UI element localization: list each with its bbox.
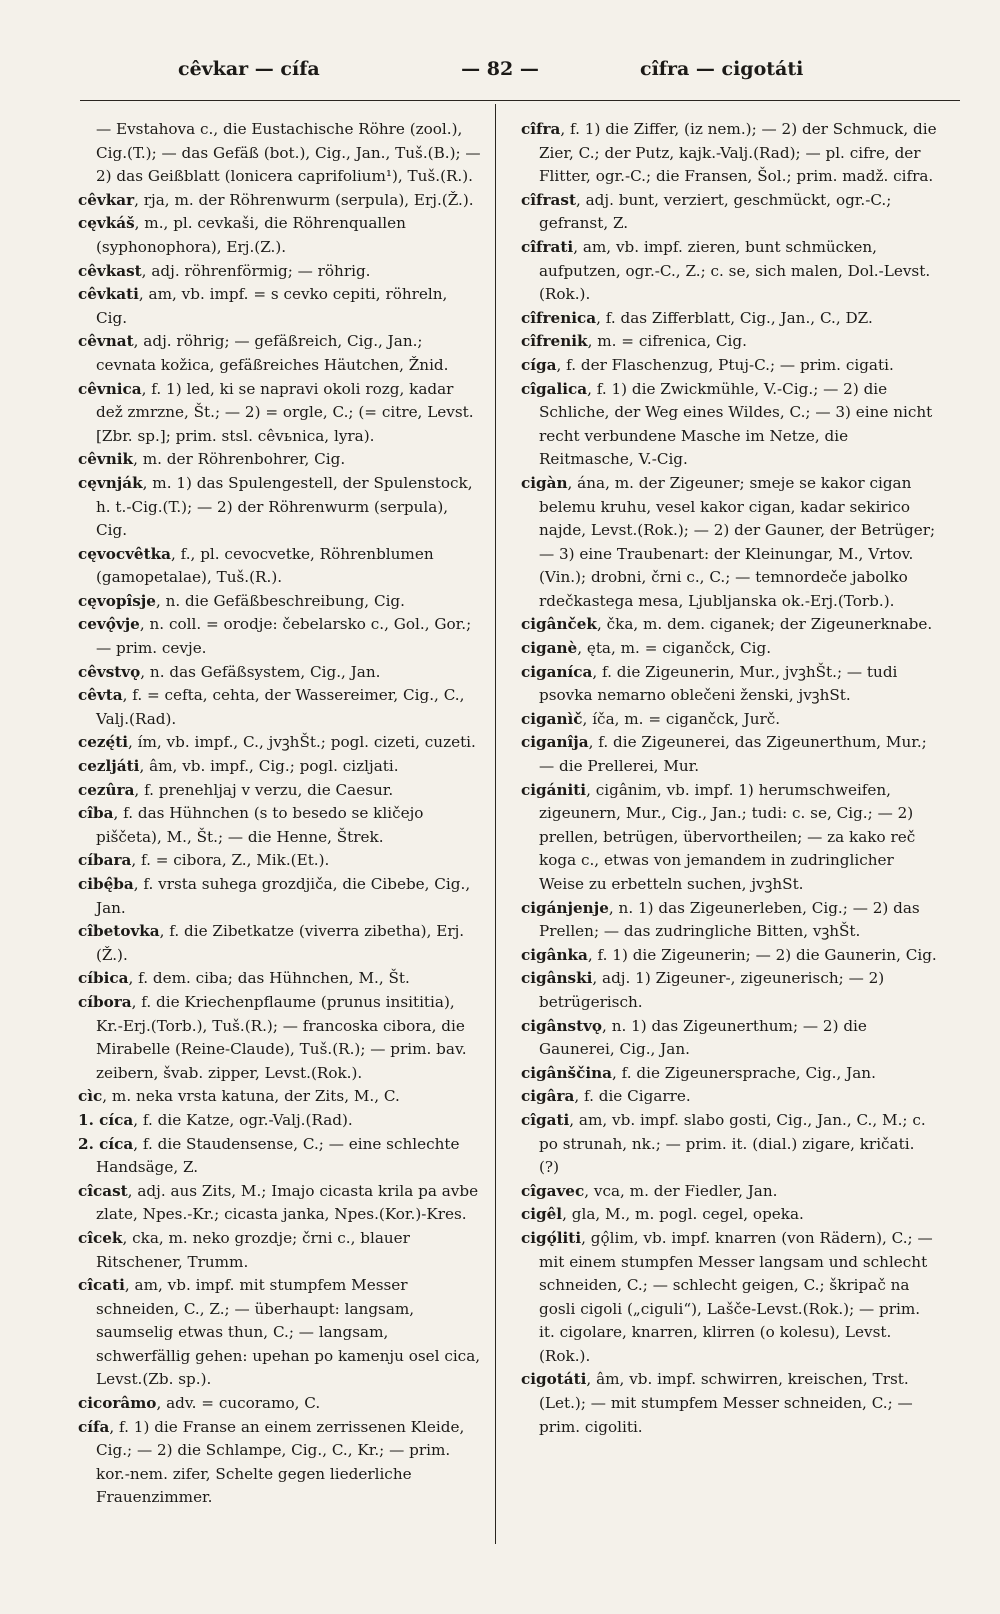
entry-definition: , f. der Flaschenzug, Ptuj-C.; — prim. cigati. [556, 355, 894, 374]
entry-definition: , adj. aus Zits, M.; Imajo cicasta krila pa avbe zlate, Npes.-Kr.; cicasta janka, Npes.(Kor.)-Kres. [96, 1181, 479, 1224]
dictionary-entry [521, 1085, 939, 1109]
entry-definition: , f. das Zifferblatt, Cig., Jan., C., DZ. [596, 308, 873, 327]
entry-headword: cevǫ̂vje [78, 615, 140, 634]
entry-headword: cêvkast [78, 261, 142, 280]
header-rule [80, 100, 960, 101]
dictionary-entry [78, 330, 483, 377]
entry-definition: , čka, m. dem. ciganek; der Zigeunerknabe. [596, 615, 933, 634]
entry-headword: 2. cíca [78, 1134, 134, 1153]
dictionary-entry [78, 991, 483, 1085]
entry-headword: cigânček [521, 615, 597, 634]
entry-headword: cîfra [521, 120, 561, 138]
dictionary-entry [521, 1109, 939, 1180]
page-number: — 82 — [461, 58, 539, 80]
dictionary-entry [521, 236, 939, 307]
entry-definition: , ím, vb. impf., C., jvꝫhŠt.; pogl. cizeti, cuzeti. [127, 733, 476, 752]
entry-headword: cêvnik [78, 450, 134, 469]
entry-definition: , adj. röhrig; — gefäßreich, Cig., Jan.; cevnata kožica, gefäßreiches Häutchen, Žnid. [96, 332, 449, 374]
dictionary-entry [521, 307, 939, 331]
entry-headword: cêvta [78, 686, 123, 705]
entry-headword: cigânstvǫ [521, 1016, 603, 1035]
left-column [78, 118, 483, 1588]
entry-headword: cîfrast [521, 190, 576, 209]
dictionary-entry [78, 967, 483, 991]
entry-definition: , f. das Hühnchen (s to besedo se kličejo piščeta), M., Št.; — die Henne, Štrek. [96, 804, 424, 846]
entry-headword: cęvnják [78, 473, 143, 492]
column-divider [495, 104, 496, 1544]
dictionary-entry [521, 708, 939, 732]
dictionary-entry [78, 1109, 483, 1133]
dictionary-entry [78, 613, 483, 660]
entry-definition: , cka, m. neko grozdje; črni c., blauer Ritschener, Trumm. [96, 1228, 410, 1271]
entry-headword: ciganè [521, 639, 578, 658]
entry-definition: , gla, M., m. pogl. cegel, opeka. [562, 1205, 804, 1224]
entry-headword: cìc [78, 1087, 103, 1106]
dictionary-entry [521, 661, 939, 708]
dictionary-entry [521, 637, 939, 661]
entry-definition: , m. = cifrenica, Cig. [587, 332, 747, 351]
entry-headword: cêvstvǫ [78, 662, 141, 681]
entry-definition: , f. die Cigarre. [574, 1087, 691, 1106]
entry-definition: , n. coll. = orodje: čebelarsko c., Gol., Gor.; — prim. cevje. [96, 615, 472, 658]
entry-definition: , am, vb. impf. = s cevko cepiti, röhreln, Cig. [96, 285, 448, 327]
entry-definition: , rja, m. der Röhrenwurm (serpula), Erj.(Ž.). [134, 190, 474, 209]
entry-definition: , f. 1) led, ki se napravi okoli rozg, kadar dež zmrzne, Št.; — 2) = orgle, C.; (= citre, Levst.[Zbr. sp.]; prim. stsl. cêvьnica, lyra). [96, 379, 474, 445]
entry-headword: cíbara [78, 851, 132, 870]
dictionary-entry [521, 354, 939, 378]
entry-headword: ciganìč [521, 709, 583, 728]
entry-definition: , am, vb. impf. mit stumpfem Messer schneiden, C., Z.; — überhaupt: langsam, saumselig etwas thun, C.; — langsam, schwerfällig gehen: upehan po kamenju osel cica, Levst.(Zb. sp.). [96, 1276, 481, 1389]
entry-definition: , ána, m. der Zigeuner; smeje se kakor cigan belemu kruhu, vesel kakor cigan, kadar sekirico najde, Levst.(Rok.); — 2) der Gauner, der Betrüger; — 3) eine Traubenart: der Kleinungar, M., Vrtov.(Vin.); drobni, črni c., C.; — temnordeče jabolko rdečkastega mesa, Ljubljanska ok.-Erj.(Torb.). [539, 473, 936, 610]
entry-headword: cigániti [521, 780, 587, 799]
dictionary-entry [78, 189, 483, 213]
entry-definition: , f. prenehljaj v verzu, die Caesur. [134, 780, 394, 799]
entry-headword: cêvkar [78, 190, 135, 209]
dictionary-entry [78, 755, 483, 779]
entry-definition: , âm, vb. impf. schwirren, kreischen, Trst.(Let.); — mit stumpfem Messer schneiden, C.; — prim. cigoliti. [539, 1370, 913, 1436]
dictionary-entry [78, 873, 483, 920]
dictionary-entry [521, 1368, 939, 1439]
dictionary-entry [78, 684, 483, 731]
entry-headword: cezûra [78, 780, 135, 799]
entry-headword: cęvkáš [78, 214, 135, 233]
dictionary-entry [78, 543, 483, 590]
dictionary-entry [78, 849, 483, 873]
entry-headword: cęvopîsje [78, 591, 156, 610]
dictionary-entry [521, 897, 939, 944]
entry-headword: cîfrati [521, 237, 574, 256]
entry-headword: 1. cíca [78, 1110, 134, 1129]
dictionary-entry [78, 283, 483, 330]
entry-headword: cicorâmo [78, 1394, 157, 1413]
dictionary-entry [521, 731, 939, 778]
entry-definition: , f. die Zigeunerin, Mur., jvꝫhŠt.; — tudi psovka nemarno oblečeni ženski, jvꝫhSt. [539, 662, 898, 705]
entry-headword: ciganîja [521, 733, 589, 752]
entry-headword: cigotáti [521, 1370, 587, 1389]
header-left-guide-words: cêvkar — cífa [178, 58, 320, 80]
entry-headword: cíga [521, 355, 557, 374]
dictionary-entry [521, 472, 939, 614]
dictionary-entry [78, 118, 483, 189]
entry-definition: , f. 1) die Ziffer, (iz nem.); — 2) der Schmuck, die Zier, C.; der Putz, kajk.-Valj.(Rad); — pl. cifre, der Flitter, ogr.-C.; die Fransen, Šol.; prim. madž. cifra. [539, 120, 937, 186]
entry-headword: cêvkati [78, 285, 139, 304]
running-header [0, 58, 1000, 88]
entry-definition: , f. 1) die Zwickmühle, V.-Cig.; — 2) die Schliche, der Weg eines Wildes, C.; — 3) eine nicht recht verbundene Masche im Netze, die Reitmasche, V.-Cig. [539, 379, 933, 469]
entry-headword: ciganíca [521, 662, 593, 681]
dictionary-entry [78, 661, 483, 685]
entry-definition: , f. die Zigeunerei, das Zigeunerthum, Mur.; — die Prellerei, Mur. [539, 733, 927, 776]
entry-headword: cigânski [521, 969, 593, 988]
dictionary-entry [78, 448, 483, 472]
entry-definition: , am, vb. impf. zieren, bunt schmücken, aufputzen, ogr.-C., Z.; c. se, sich malen, Dol.-Levst.(Rok.). [539, 237, 931, 304]
entry-definition: , f. = cibora, Z., Mik.(Et.). [131, 851, 330, 870]
dictionary-entry [521, 1062, 939, 1086]
right-column [521, 118, 939, 1588]
dictionary-entry [78, 1416, 483, 1510]
entry-definition: , vca, m. der Fiedler, Jan. [584, 1181, 778, 1200]
entry-definition: , n. die Gefäßbeschreibung, Cig. [155, 591, 405, 610]
entry-headword: cífa [78, 1417, 110, 1436]
dictionary-entry [78, 260, 483, 284]
entry-definition: , f. die Katze, ogr.-Valj.(Rad). [133, 1110, 353, 1129]
entry-definition: , f. 1) die Zigeunerin; — 2) die Gaunerin, Cig. [587, 945, 937, 964]
header-right-guide-words: cîfra — cigotáti [640, 58, 804, 80]
entry-headword: cîbetovka [78, 922, 160, 941]
entry-definition: , âm, vb. impf., Cig.; pogl. cizljati. [139, 757, 399, 776]
dictionary-entry [78, 212, 483, 259]
entry-definition: , f., pl. cevocvetke, Röhrenblumen (gamopetalae), Tuš.(R.). [96, 544, 434, 587]
entry-headword: cibę̂ba [78, 875, 134, 893]
dictionary-entry [78, 731, 483, 755]
entry-definition: , f. vrsta suhega grozdjiča, die Cibebe, Cig., Jan. [96, 875, 471, 917]
entry-definition: , íča, m. = cigančck, Jurč. [582, 709, 781, 728]
entry-definition: , cigânim, vb. impf. 1) herumschweifen, zigeunern, Mur., Cig., Jan.; tudi: c. se, Cig.; — 2) prellen, betrügen, übervortheilen; — za kako reč koga c., etwas von jemandem in zudringlicher Weise zu erbetteln suchen, jvꝫhSt. [539, 780, 916, 893]
entry-definition: , m., pl. cevkaši, die Röhrenquallen (syphonophora), Erj.(Z.). [96, 214, 406, 256]
dictionary-entry [521, 1203, 939, 1227]
dictionary-entry [78, 920, 483, 967]
dictionary-entry [78, 779, 483, 803]
entry-headword: cezę́ti [78, 733, 128, 752]
entry-definition: , am, vb. impf. slabo gosti, Cig., Jan., C., M.; c. po strunah, nk.; — prim. it. (dial.) zigare, kričati. (?) [539, 1110, 926, 1177]
entry-definition: , f. die Zibetkatze (viverra zibetha), Erj.(Ž.). [96, 922, 465, 964]
dictionary-entry [521, 378, 939, 472]
entry-definition: , f. 1) die Franse an einem zerrissenen Kleide, Cig.; — 2) die Schlampe, Cig., C., Kr.; — prim. kor.-nem. zifer, Schelte gegen liederliche Frauenzimmer. [96, 1417, 465, 1507]
entry-headword: cîba [78, 804, 114, 823]
entry-headword: cîfrenica [521, 308, 597, 327]
entry-definition: , f. dem. ciba; das Hühnchen, M., Št. [128, 969, 410, 988]
dictionary-entry [521, 189, 939, 236]
entry-headword: cíbora [78, 992, 132, 1011]
entry-definition: — Evstahova c., die Eustachische Röhre (zool.), Cig.(T.); — das Gefäß (bot.), Cig., Jan., Tuš.(B.); — 2) das Geißblatt (lonicera caprifolium¹), Tuš.(R.). [96, 120, 481, 186]
dictionary-entry [78, 1085, 483, 1109]
entry-definition: , f. die Kriechenpflaume (prunus insititia), Kr.-Erj.(Torb.), Tuš.(R.); — francoska cibora, die Mirabelle (Reine-Claude), Tuš.(R.); — prim. bav. zeibern, švab. zipper, Levst.(Rok.). [96, 992, 467, 1082]
entry-headword: cêvnat [78, 332, 134, 351]
entry-definition: , adj. 1) Zigeuner-, zigeunerisch; — 2) betrügerisch. [539, 969, 885, 1011]
entry-definition: , f. die Staudensense, C.; — eine schlechte Handsäge, Z. [96, 1134, 460, 1177]
entry-definition: , gǫ̂lim, vb. impf. knarren (von Rädern), C.; — mit einem stumpfen Messer langsam und schlecht schneiden, C.; — schlecht geigen, C.; škripač na gosli cigoli („ciguli“), Lašče-Levst.(Rok.); — prim. it. cigolare, knarren, klirren (o kolesu), Levst.(Rok.). [539, 1228, 933, 1365]
dictionary-entry [521, 1015, 939, 1062]
dictionary-entry [521, 613, 939, 637]
entry-headword: cîgati [521, 1110, 570, 1129]
entry-headword: cigâra [521, 1087, 575, 1106]
dictionary-entry [521, 967, 939, 1014]
entry-definition: , m. neka vrsta katuna, der Zits, M., C. [102, 1087, 400, 1106]
entry-definition: , adj. bunt, verziert, geschmückt, ogr.-C.; gefranst, Z. [539, 190, 892, 233]
dictionary-entry [521, 1180, 939, 1204]
dictionary-entry [521, 1227, 939, 1369]
entry-headword: cêvnica [78, 379, 142, 398]
dictionary-entry [78, 378, 483, 449]
dictionary-entry [78, 802, 483, 849]
entry-definition: , f. = cefta, cehta, der Wassereimer, Cig., C., Valj.(Rad). [96, 686, 465, 728]
entry-definition: , n. 1) das Zigeunerthum; — 2) die Gaunerei, Cig., Jan. [539, 1016, 867, 1059]
dictionary-entry [521, 779, 939, 897]
dictionary-entry [78, 590, 483, 614]
entry-headword: cîgavec [521, 1181, 585, 1200]
dictionary-entry [78, 472, 483, 543]
entry-headword: cigânka [521, 945, 588, 964]
entry-definition: , n. 1) das Zigeunerleben, Cig.; — 2) das Prellen; — das zudringliche Bitten, vꝫhŠt. [539, 898, 920, 941]
entry-definition: , adj. röhrenförmig; — röhrig. [141, 261, 371, 280]
entry-headword: cigǫ́liti [521, 1228, 582, 1247]
dictionary-entry [78, 1180, 483, 1227]
entry-headword: cíbica [78, 969, 129, 988]
entry-definition: , f. die Zigeunersprache, Cig., Jan. [611, 1063, 876, 1082]
dictionary-entry [78, 1392, 483, 1416]
entry-headword: cîcati [78, 1276, 125, 1295]
entry-headword: cîfrenik [521, 332, 588, 351]
entry-headword: cezljáti [78, 757, 140, 776]
entry-headword: cigêl [521, 1205, 563, 1224]
dictionary-entry [521, 118, 939, 189]
entry-definition: , m. der Röhrenbohrer, Cig. [133, 450, 346, 469]
entry-headword: cigânščina [521, 1063, 612, 1082]
entry-definition: , n. das Gefäßsystem, Cig., Jan. [140, 662, 381, 681]
dictionary-entry [78, 1133, 483, 1180]
dictionary-entry [521, 330, 939, 354]
entry-definition: , adv. = cucoramo, C. [156, 1394, 321, 1413]
dictionary-entry [78, 1274, 483, 1392]
entry-headword: cîcek [78, 1228, 123, 1247]
entry-definition: , ęta, m. = cigančck, Cig. [577, 639, 772, 658]
dictionary-entry [78, 1227, 483, 1274]
entry-definition: , m. 1) das Spulengestell, der Spulenstock, h. t.-Cig.(T.); — 2) der Röhrenwurm (serpula), Cig. [96, 473, 473, 540]
entry-headword: cęvocvêtka [78, 544, 171, 563]
entry-headword: cigàn [521, 473, 568, 492]
dictionary-entry [521, 944, 939, 968]
entry-headword: cîcast [78, 1181, 128, 1200]
entry-headword: cîgalica [521, 379, 588, 398]
entry-headword: cigánjenje [521, 898, 609, 917]
